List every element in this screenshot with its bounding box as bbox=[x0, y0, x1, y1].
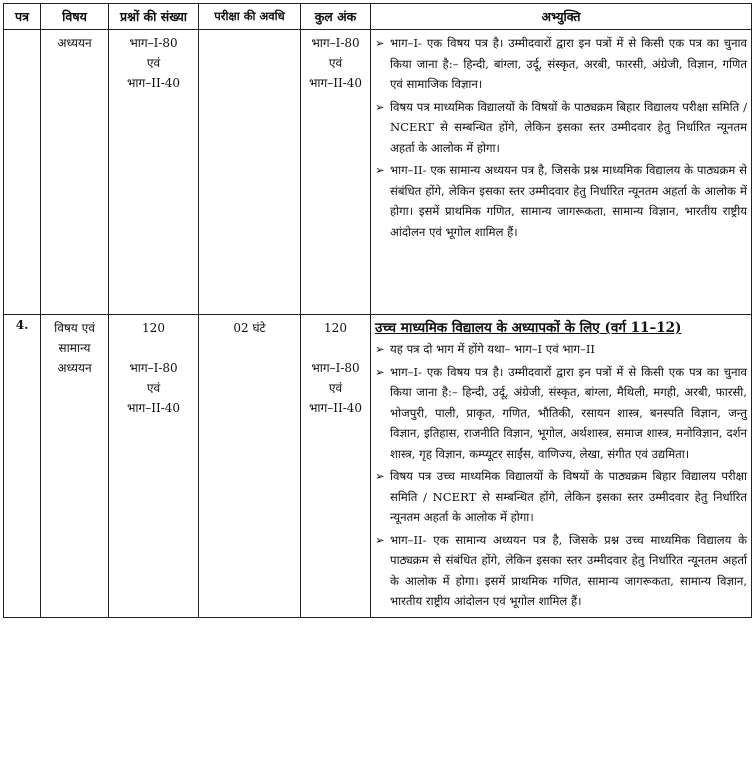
header-kul-ank: कुल अंक bbox=[301, 4, 371, 30]
remark-text: भाग–II- एक सामान्य अध्ययन पत्र है, जिसके प्रश्न माध्यमिक विद्यालय के पाठ्यक्रम से संबंधित होंगे, लेकिन इसका स्तर उम्मीदवार हेतु निर्धारित न्यूनतम अहर्ता के आलोक में होगा। इसमें प्राथमिक गणित, सामान्य जागरूकता, सामान्य विज्ञान, भारतीय राष्ट्रीय आंदोलन एवं भूगोल शामिल हैं। bbox=[390, 163, 747, 239]
row1-prashn-line: भाग–II-40 bbox=[126, 76, 181, 90]
remark-bullet bbox=[375, 160, 747, 242]
row1-avadhi bbox=[199, 30, 301, 315]
row2-prashn-line: एवं bbox=[146, 381, 161, 395]
remarks-section-heading: उच्च माध्यमिक विद्यालय के अध्यापकों के लिए (वर्ग 11–12) bbox=[375, 320, 682, 336]
table-row bbox=[4, 30, 752, 315]
remark-bullet bbox=[375, 339, 747, 360]
row1-remarks bbox=[371, 30, 752, 315]
remark-bullet bbox=[375, 362, 747, 465]
row2-prashn-line: भाग–II-40 bbox=[126, 401, 181, 415]
arrow-bullet-icon: ➢ bbox=[375, 342, 385, 356]
remark-bullet bbox=[375, 33, 747, 95]
row2-ank-line: भाग–I-80 bbox=[311, 361, 360, 375]
row2-ank-line: भाग–II-40 bbox=[308, 401, 363, 415]
row1-vishay: अध्ययन bbox=[41, 30, 109, 315]
row1-patra bbox=[4, 30, 41, 315]
row1-prashn bbox=[109, 30, 199, 315]
row2-patra: 4. bbox=[4, 315, 41, 618]
row2-ank bbox=[301, 315, 371, 618]
header-patra: पत्र bbox=[4, 4, 41, 30]
remark-bullet bbox=[375, 466, 747, 528]
remark-text: यह पत्र दो भाग में होंगे यथा– भाग–I एवं भाग–II bbox=[390, 342, 595, 356]
row2-prashn bbox=[109, 315, 199, 618]
arrow-bullet-icon: ➢ bbox=[375, 99, 385, 114]
row2-vishay bbox=[41, 315, 109, 618]
row1-ank-line: भाग–II-40 bbox=[308, 76, 363, 90]
arrow-bullet-icon: ➢ bbox=[375, 364, 385, 379]
header-abhyukti: अभ्युक्ति bbox=[371, 4, 752, 30]
row2-avadhi: 02 घंटे bbox=[199, 315, 301, 618]
row1-ank-line: एवं bbox=[328, 56, 343, 70]
remark-bullet bbox=[375, 530, 747, 612]
arrow-bullet-icon: ➢ bbox=[375, 532, 385, 547]
remark-text: विषय पत्र उच्च माध्यमिक विद्यालयों के विषयों के पाठ्यक्रम बिहार विद्यालय परीक्षा समिति / NCERT से सम्बन्धित होंगे, लेकिन इसका स्तर उम्मीदवार हेतु निर्धारित न्यूनतम अहर्ता के आलोक में होगा। bbox=[390, 469, 747, 524]
remark-text: भाग–I- एक विषय पत्र है। उम्मीदवारों द्वारा इन पत्रों में से किसी एक पत्र का चुनाव किया जाना है:– हिन्दी, उर्दू, अंग्रेजी, संस्कृत, बांग्ला, मैथिली, मगही, अरबी, फारसी, भोजपुरी, पाली, प्राकृत, गणित, भौतिकी, रसायन शास्त्र, बनस्पति विज्ञान, जन्तु विज्ञान, इतिहास, राजनीति विज्ञान, भूगोल, अर्थशास्त्र, समाज शास्त्र, मनोविज्ञान, दर्शन शास्त्र, गृह विज्ञान, कम्प्यूटर साईंस, वाणिज्य, लेखा, संगीत एवं उद्यमिता। bbox=[390, 364, 747, 461]
row1-ank bbox=[301, 30, 371, 315]
row2-prashn-line: भाग–I-80 bbox=[129, 361, 178, 375]
header-row bbox=[4, 4, 752, 30]
row2-ank-line: एवं bbox=[328, 381, 343, 395]
row2-vishay-line: विषय एवं bbox=[54, 321, 95, 335]
row1-prashn-line: भाग–I-80 bbox=[129, 36, 178, 50]
arrow-bullet-icon: ➢ bbox=[375, 469, 385, 483]
row2-prashn-total: 120 bbox=[142, 321, 165, 335]
header-pariksha-ki-avadhi: परीक्षा की अवधि bbox=[199, 4, 301, 30]
row2-remarks bbox=[371, 315, 752, 618]
row2-vishay-line: सामान्य bbox=[58, 341, 91, 355]
remark-text: विषय पत्र माध्यमिक विद्यालयों के विषयों के पाठ्यक्रम बिहार विद्यालय परीक्षा समिति / NCERT से सम्बन्धित होंगे, लेकिन इसका स्तर उम्मीदवार हेतु निर्धारित न्यूनतम अहर्ता के आलोक में होगा। bbox=[390, 99, 747, 155]
remark-bullet bbox=[375, 97, 747, 159]
arrow-bullet-icon: ➢ bbox=[375, 36, 385, 50]
header-vishay: विषय bbox=[41, 4, 109, 30]
header-prashno-ki-sankhya: प्रश्नों की संख्या bbox=[109, 4, 199, 30]
table-row bbox=[4, 315, 752, 618]
row2-vishay-line: अध्ययन bbox=[57, 361, 92, 375]
remark-text: भाग–I- एक विषय पत्र है। उम्मीदवारों द्वारा इन पत्रों में से किसी एक पत्र का चुनाव किया जाना है:– हिन्दी, बांग्ला, उर्दू, संस्कृत, अरबी, फारसी, अंग्रेजी, विज्ञान, गणित एवं सामाजिक विज्ञान। bbox=[390, 36, 747, 91]
row1-prashn-line: एवं bbox=[146, 56, 161, 70]
row1-ank-line: भाग–I-80 bbox=[311, 36, 360, 50]
row2-ank-total: 120 bbox=[324, 321, 347, 335]
remark-text: भाग–II- एक सामान्य अध्ययन पत्र है, जिसके प्रश्न उच्च माध्यमिक विद्यालय के पाठ्यक्रम से संबंधित होंगे, लेकिन इसका स्तर उम्मीदवार हेतु निर्धारित न्यूनतम अहर्ता के आलोक में होगा। इसमें प्राथमिक गणित, सामान्य जागरूकता, सामान्य विज्ञान, भारतीय राष्ट्रीय आंदोलन एवं भूगोल शामिल हैं। bbox=[390, 532, 747, 608]
arrow-bullet-icon: ➢ bbox=[375, 163, 385, 177]
exam-pattern-table bbox=[3, 3, 752, 618]
